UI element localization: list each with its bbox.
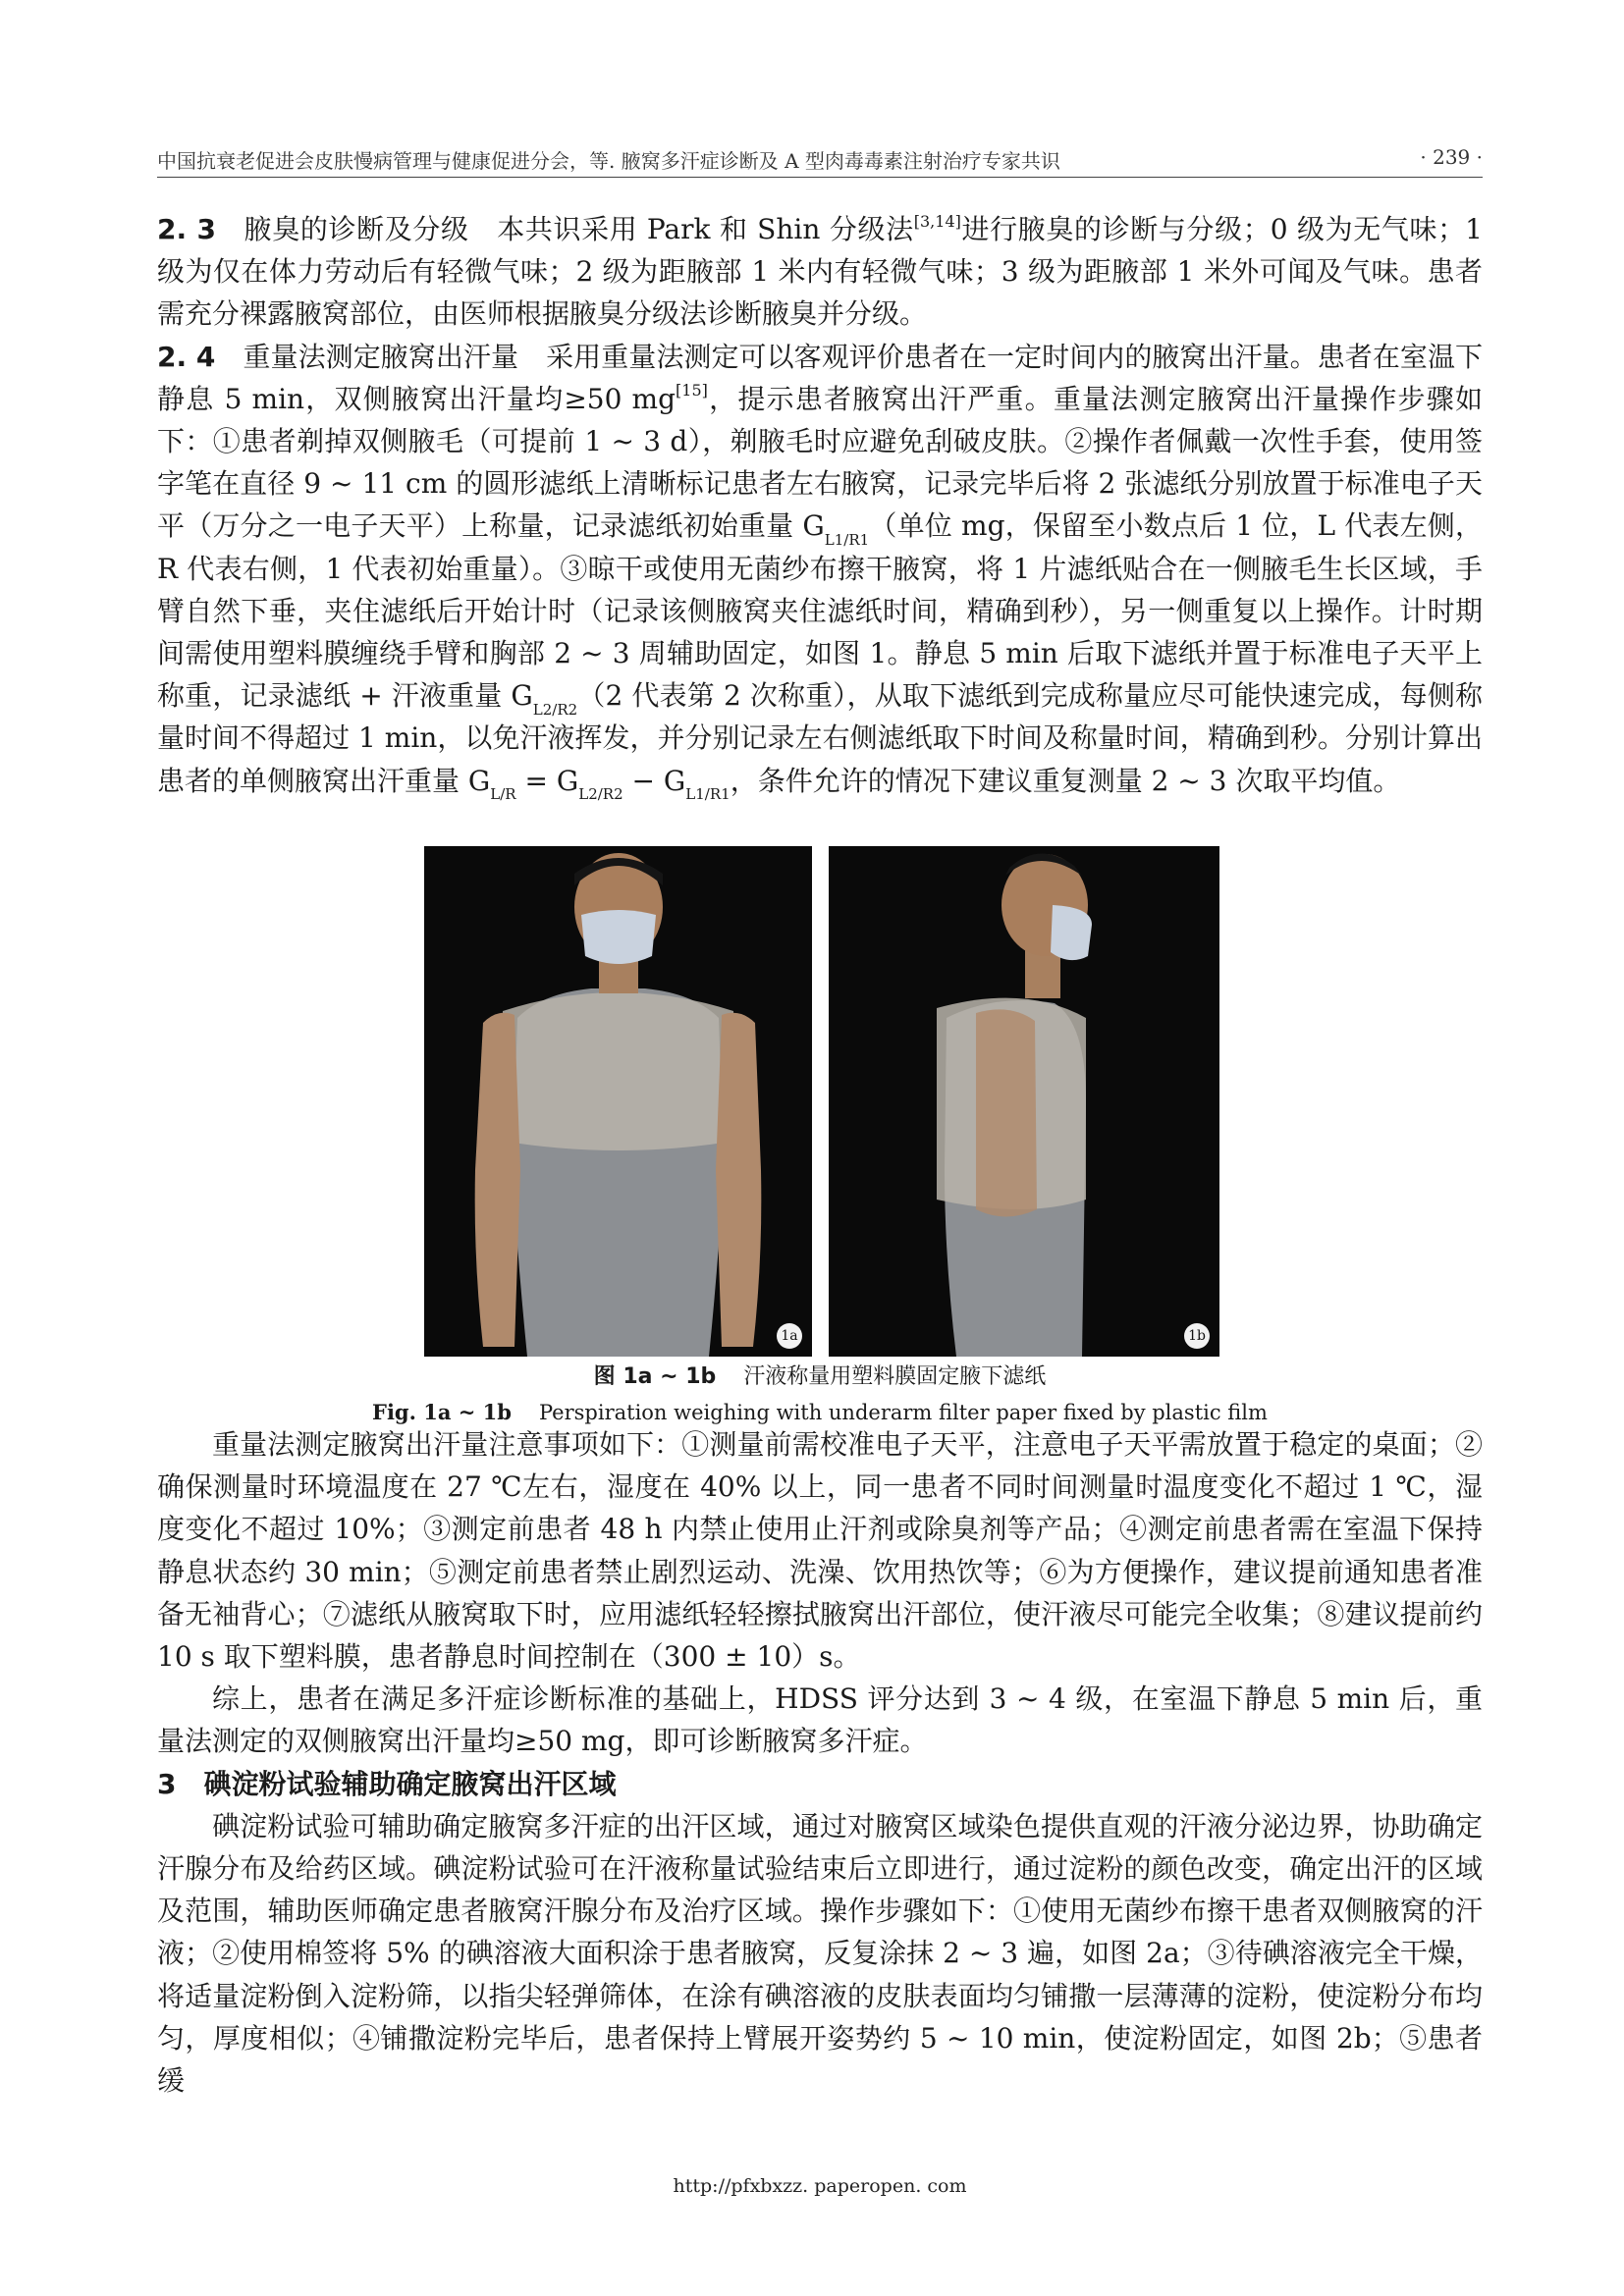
- body-text: 采用重量法测定可以客观评价患者在一定时间内的腋窝出汗量。患者在室温下静息 5 min，双侧腋窝出汗量均≥50 mg: [157, 340, 1483, 415]
- body-text-top: [157, 208, 1483, 802]
- subscript: L1/R1: [685, 785, 731, 804]
- summary-paragraph: 综上，患者在满足多汗症诊断标准的基础上，HDSS 评分达到 3 ~ 4 级，在室温下静息 5 min 后，重量法测定的双侧腋窝出汗量均≥50 mg，即可诊断腋窝多汗症。: [157, 1682, 1483, 1758]
- section-title: 腋臭的诊断及分级: [243, 213, 469, 245]
- figure-1a-photo: [424, 846, 812, 1357]
- figure-caption-en-text: Perspiration weighing with underarm filter paper fixed by plastic film: [538, 1401, 1268, 1424]
- body-text: ，提示患者腋窝出汗严重。重量法测定腋窝出汗量操作步骤如下：①患者剃掉双侧腋毛（可提前 1 ~ 3 d），剃腋毛时应避免刮破皮肤。②操作者佩戴一次性手套，使用签字笔在直径 9 ~ 11 cm 的圆形滤纸上清晰标记患者左右腋窝，记录完毕后将 2 张滤纸分别放置于标准电子天平（万分之一电子天平）上称量，记录滤纸初始重量 G: [157, 382, 1483, 543]
- figure-1b-photo: [829, 846, 1219, 1357]
- section-number: 2. 3: [157, 213, 216, 245]
- body-text: （2 代表第 2 次称重），从取下滤纸到完成称量应尽可能快速完成，每侧称量时间不得超过 1 min，以免汗液挥发，并分别记录左右侧滤纸取下时间及称量时间，精确到秒。分别计算出患者的单侧腋窝出汗重量 G: [157, 679, 1484, 797]
- journal-header: 中国抗衰老促进会皮肤慢病管理与健康促进分会，等. 腋窝多汗症诊断及 A 型肉毒毒素注射治疗专家共识: [157, 149, 1060, 173]
- citation: [3,14]: [913, 211, 961, 231]
- figure-caption-cn-text: 汗液称量用塑料膜固定腋下滤纸: [743, 1364, 1047, 1389]
- citation: [15]: [676, 381, 708, 400]
- body-text: ，条件允许的情况下建议重复测量 2 ~ 3 次取平均值。: [730, 764, 1401, 797]
- subscript: L2/R2: [532, 700, 578, 719]
- header-rule: [157, 177, 1483, 178]
- figure-caption-cn: [157, 1362, 1483, 1392]
- figure-number-cn: 图 1a ~ 1b: [593, 1364, 717, 1389]
- side-view-illustration: [829, 846, 1219, 1357]
- body-text: − G: [623, 764, 686, 797]
- front-view-illustration: [424, 846, 812, 1357]
- section-3-paragraph: 碘淀粉试验可辅助确定腋窝多汗症的出汗区域，通过对腋窝区域染色提供直观的汗液分泌边界，协助确定汗腺分布及给药区域。碘淀粉试验可在汗液称量试验结束后立即进行，通过淀粉的颜色改变，确定出汗的区域及范围，辅助医师确定患者腋窝汗腺分布及治疗区域。操作步骤如下：①使用无菌纱布擦干患者双侧腋窝的汗液；②使用棉签将 5% 的碘溶液大面积涂于患者腋窝，反复涂抹 2 ~ 3 遍，如图 2a；③待碘溶液完全干燥，将适量淀粉倒入淀粉筛，以指尖轻弹筛体，在涂有碘溶液的皮肤表面均匀铺撒一层薄薄的淀粉，使淀粉分布均匀，厚度相似；④铺撒淀粉完毕后，患者保持上臂展开姿势约 5 ~ 10 min，使淀粉固定，如图 2b；⑤患者缓: [157, 1809, 1483, 2098]
- notes-paragraph: 重量法测定腋窝出汗量注意事项如下：①测量前需校准电子天平，注意电子天平需放置于稳定的桌面；②确保测量时环境温度在 27 ℃左右，湿度在 40% 以上，同一患者不同时间测量时温度变化不超过 1 ℃，湿度变化不超过 10%；③测定前患者 48 h 内禁止使用止汗剂或除臭剂等产品；④测定前患者需在室温下保持静息状态约 30 min；⑤测定前患者禁止剧烈运动、洗澡、饮用热饮等；⑥为方便操作，建议提前通知患者准备无袖背心；⑦滤纸从腋窝取下时，应用滤纸轻轻擦拭腋窝出汗部位，使汗液尽可能完全收集；⑧建议提前约 10 s 取下塑料膜，患者静息时间控制在（300 ± 10）s。: [157, 1428, 1483, 1674]
- running-head: [157, 139, 1483, 175]
- body-text: 本共识采用 Park 和 Shin 分级法: [496, 213, 914, 245]
- subscript: L/R: [490, 785, 516, 804]
- subscript: L1/R1: [824, 531, 870, 550]
- footer-url: http://pfxbxzz. paperopen. com: [673, 2175, 967, 2197]
- body-text-bottom: [157, 1423, 1483, 2102]
- section-3-heading: 3 碘淀粉试验辅助确定腋窝出汗区域: [157, 1767, 617, 1800]
- section-title: 重量法测定腋窝出汗量: [243, 340, 519, 373]
- section-2-4-paragraph: [157, 336, 1483, 802]
- body-text: = G: [515, 764, 579, 797]
- panel-label-1b: 1b: [1184, 1323, 1210, 1349]
- page-number: · 239 ·: [1420, 145, 1483, 169]
- section-2-3-paragraph: [157, 208, 1483, 336]
- subscript: L2/R2: [578, 785, 623, 804]
- body-text: 进行腋臭的诊断与分级；0 级为无气味；1 级为仅在体力劳动后有轻微气味；2 级为距腋部 1 米内有轻微气味；3 级为距腋部 1 米外可闻及气味。患者需充分裸露腋窝部位，由医师根据腋臭分级法诊断腋臭并分级。: [157, 213, 1483, 331]
- figure-number-en: Fig. 1a ~ 1b: [372, 1400, 512, 1424]
- body-text: （单位 mg，保留至小数点后 1 位，L 代表左侧，R 代表右侧，1 代表初始重量）。③晾干或使用无菌纱布擦干腋窝，将 1 片滤纸贴合在一侧腋毛生长区域，手臂自然下垂，夹住滤纸后开始计时（记录该侧腋窝夹住滤纸时间，精确到秒），另一侧重复以上操作。计时期间需使用塑料膜缠绕手臂和胸部 2 ~ 3 周辅助固定，如图 1。静息 5 min 后取下滤纸并置于标准电子天平上称重，记录滤纸 + 汗液重量 G: [157, 509, 1483, 713]
- section-number: 2. 4: [157, 340, 216, 373]
- panel-label-1a: 1a: [777, 1323, 802, 1349]
